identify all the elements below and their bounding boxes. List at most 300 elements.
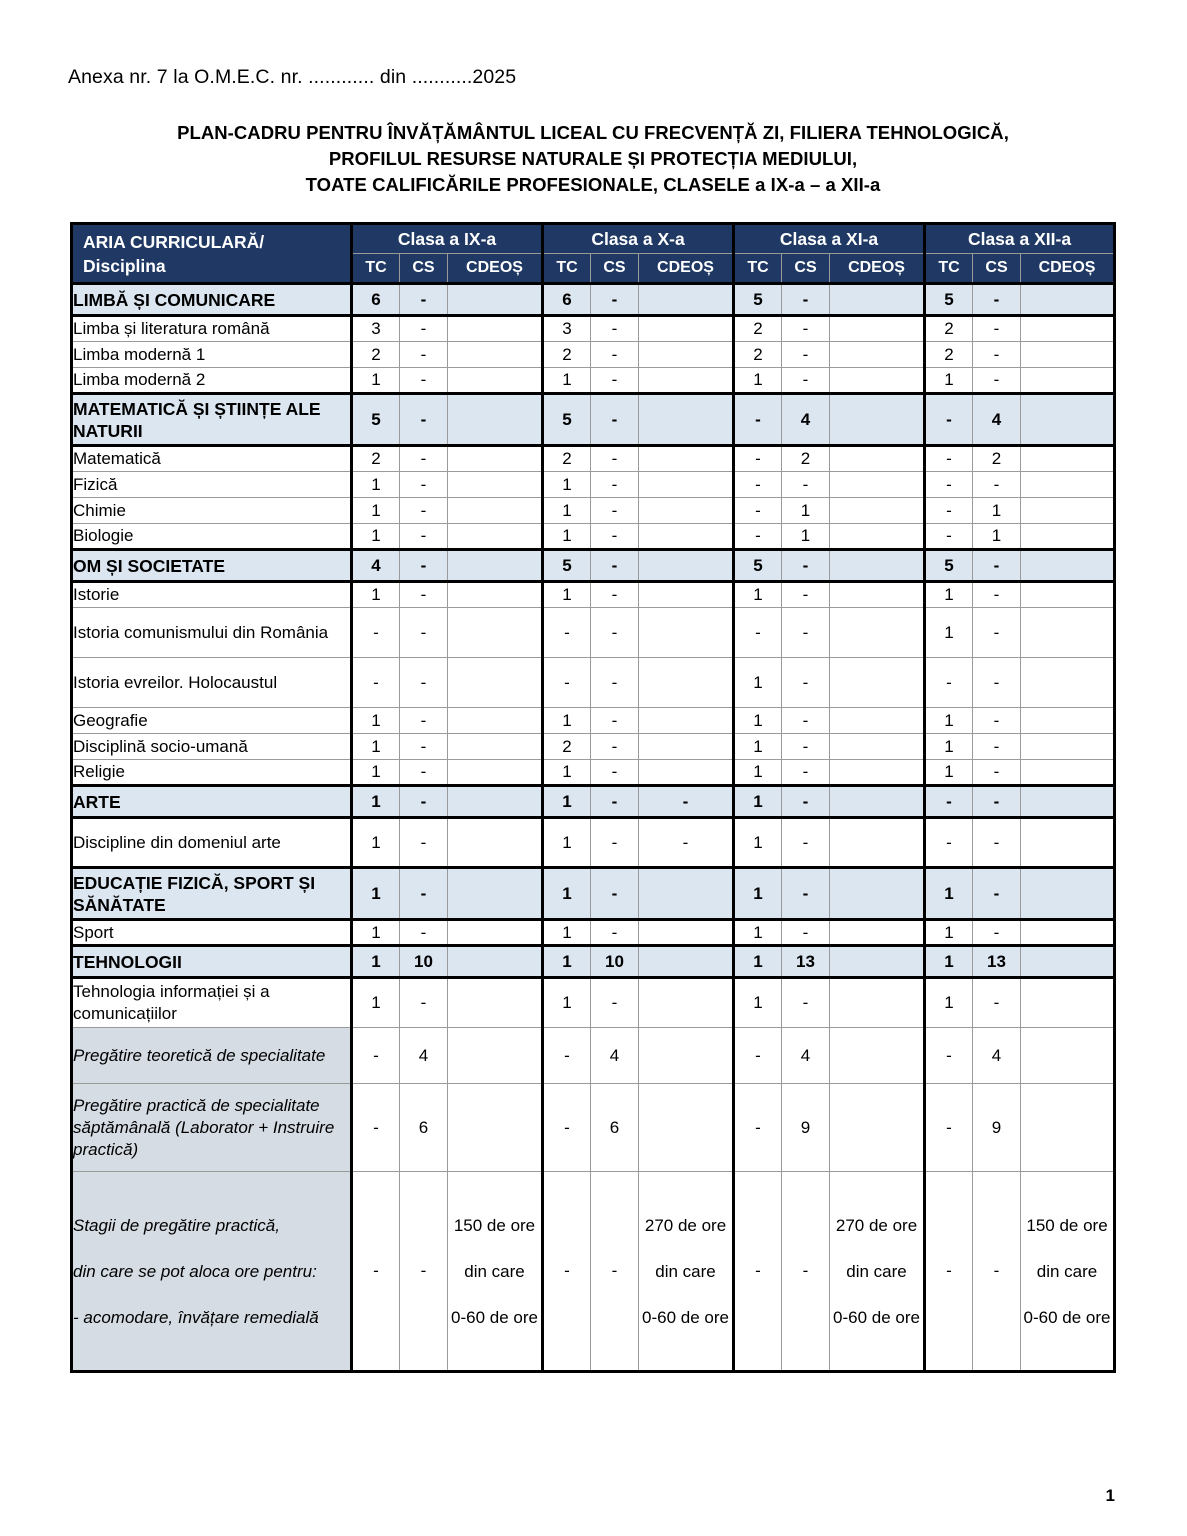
cell-line: 0-60 de ore	[451, 1307, 538, 1327]
cell-cs-class11: -	[782, 868, 830, 920]
discipline-label: Limba modernă 2	[72, 368, 352, 394]
cell-tc-class10: 1	[543, 708, 591, 734]
table-row	[72, 1172, 1115, 1372]
cell-tc-class12: -	[925, 818, 973, 868]
cell-cdeos-class11	[830, 760, 925, 786]
cell-tc-class10: 1	[543, 760, 591, 786]
cell-tc-class10: 5	[543, 550, 591, 582]
cell-tc-class9: 1	[352, 734, 400, 760]
cell-tc-class11: 5	[734, 550, 782, 582]
cell-cdeos-class10	[639, 446, 734, 472]
cell-cdeos-class10	[639, 658, 734, 708]
table-row-area	[72, 946, 1115, 978]
cell-cdeos-class9	[448, 658, 543, 708]
header-cs-11: CS	[782, 254, 830, 284]
cell-tc-class9: -	[352, 658, 400, 708]
cell-tc-class12: -	[925, 472, 973, 498]
cell-tc-class9: -	[352, 1172, 400, 1372]
label-line: - acomodare, învățare remedială	[73, 1307, 319, 1327]
label-line: din care se pot aloca ore pentru:	[73, 1261, 317, 1281]
cell-cs-class12: -	[973, 818, 1021, 868]
cell-cs-class10: -	[591, 1172, 639, 1372]
cell-cdeos-class9	[448, 394, 543, 446]
cell-cs-class10: -	[591, 394, 639, 446]
cell-cs-class11: -	[782, 582, 830, 608]
cell-cs-class9: -	[400, 472, 448, 498]
cell-cdeos-class12	[1021, 1172, 1115, 1372]
cell-line: din care	[655, 1261, 716, 1281]
title-line-2: PROFILUL RESURSE NATURALE ȘI PROTECȚIA MEDIULUI,	[328, 148, 858, 169]
cell-cdeos-class12	[1021, 316, 1115, 342]
header-row-classes	[72, 224, 1115, 254]
table-row	[72, 608, 1115, 658]
cell-tc-class10: 2	[543, 734, 591, 760]
cell-cs-class9: -	[400, 582, 448, 608]
table-header	[72, 224, 1115, 284]
header-tc-12: TC	[925, 254, 973, 284]
cell-tc-class11: -	[734, 394, 782, 446]
cell-line	[1021, 1283, 1113, 1306]
cell-cdeos-class9	[448, 608, 543, 658]
table-row	[72, 708, 1115, 734]
table-row	[72, 316, 1115, 342]
cell-cdeos-class12	[1021, 524, 1115, 550]
cell-cs-class9: 10	[400, 946, 448, 978]
cell-cs-class9: -	[400, 394, 448, 446]
cell-tc-class12: -	[925, 1028, 973, 1084]
cell-cs-class9: -	[400, 708, 448, 734]
table-row	[72, 658, 1115, 708]
cell-tc-class10: -	[543, 1172, 591, 1372]
cell-tc-class12: 1	[925, 582, 973, 608]
discipline-label: Chimie	[72, 498, 352, 524]
table-row	[72, 472, 1115, 498]
discipline-label: Biologie	[72, 524, 352, 550]
title-line-1: PLAN-CADRU PENTRU ÎNVĂȚĂMÂNTUL LICEAL CU FRECVENȚĂ ZI, FILIERA TEHNOLOGICĂ,	[177, 122, 1009, 143]
table-body	[72, 284, 1115, 1372]
cell-cdeos-class10	[639, 582, 734, 608]
cell-cdeos-class11	[830, 472, 925, 498]
cell-tc-class11: 1	[734, 368, 782, 394]
cell-tc-class11: 1	[734, 582, 782, 608]
cell-cs-class9: -	[400, 608, 448, 658]
cell-cs-class9: -	[400, 734, 448, 760]
cell-cdeos-class10	[639, 498, 734, 524]
cell-tc-class9: 1	[352, 946, 400, 978]
cell-cdeos-class12	[1021, 394, 1115, 446]
cell-cs-class12: -	[973, 608, 1021, 658]
table-row-area	[72, 550, 1115, 582]
cell-cs-class11: -	[782, 608, 830, 658]
cell-cs-class12: -	[973, 1172, 1021, 1372]
cell-cdeos-class12	[1021, 284, 1115, 316]
cell-cdeos-class12	[1021, 1084, 1115, 1172]
cell-cdeos-class9	[448, 582, 543, 608]
cell-cs-class11: 9	[782, 1084, 830, 1172]
cell-tc-class9: 2	[352, 342, 400, 368]
discipline-label: Tehnologia informației și a comunicațiilor	[72, 978, 352, 1028]
cell-line: 150 de ore	[1026, 1215, 1108, 1235]
cell-cdeos-class10	[639, 1084, 734, 1172]
cell-cdeos-class11	[830, 342, 925, 368]
cell-cs-class10: -	[591, 868, 639, 920]
cell-tc-class9: 1	[352, 472, 400, 498]
cell-tc-class10: -	[543, 1028, 591, 1084]
area-label: MATEMATICĂ ȘI ȘTIINȚE ALE NATURII	[72, 394, 352, 446]
cell-tc-class11: -	[734, 1028, 782, 1084]
cell-tc-class12: -	[925, 658, 973, 708]
cell-cdeos-class9	[448, 760, 543, 786]
header-class-10: Clasa a X-a	[543, 224, 734, 254]
cell-cs-class11: 2	[782, 446, 830, 472]
cell-cdeos-class11	[830, 946, 925, 978]
cell-cdeos-class10	[639, 734, 734, 760]
cell-cs-class9: -	[400, 786, 448, 818]
cell-cdeos-class12	[1021, 708, 1115, 734]
cell-cs-class9: 6	[400, 1084, 448, 1172]
cell-cdeos-class12	[1021, 868, 1115, 920]
table-row	[72, 818, 1115, 868]
cell-cs-class11: 13	[782, 946, 830, 978]
table-row-area	[72, 394, 1115, 446]
cell-cdeos-class11	[830, 498, 925, 524]
cell-tc-class10: -	[543, 658, 591, 708]
cell-cs-class11: -	[782, 1172, 830, 1372]
cell-cdeos-class11	[830, 550, 925, 582]
cell-tc-class9: 1	[352, 582, 400, 608]
cell-cs-class12: -	[973, 734, 1021, 760]
discipline-label: Sport	[72, 920, 352, 946]
cell-cdeos-class11	[830, 920, 925, 946]
cell-cs-class9: 4	[400, 1028, 448, 1084]
header-cdeos-9: CDEOȘ	[448, 254, 543, 284]
cell-cs-class9: -	[400, 446, 448, 472]
discipline-label: Istoria evreilor. Holocaustul	[72, 658, 352, 708]
table-row	[72, 524, 1115, 550]
cell-tc-class9: 6	[352, 284, 400, 316]
cell-tc-class12: -	[925, 524, 973, 550]
cell-cs-class12: 9	[973, 1084, 1021, 1172]
table-row-area	[72, 284, 1115, 316]
cell-tc-class11: -	[734, 472, 782, 498]
cell-cdeos-class12	[1021, 472, 1115, 498]
cell-cdeos-class12	[1021, 368, 1115, 394]
cell-cs-class11: -	[782, 920, 830, 946]
cell-tc-class11: -	[734, 1172, 782, 1372]
cell-tc-class11: 1	[734, 708, 782, 734]
cell-cdeos-class11	[830, 818, 925, 868]
cell-tc-class11: -	[734, 1084, 782, 1172]
header-class-9: Clasa a IX-a	[352, 224, 543, 254]
header-tc-10: TC	[543, 254, 591, 284]
cell-tc-class11: 1	[734, 946, 782, 978]
cell-cs-class9: -	[400, 868, 448, 920]
cell-cdeos-class9	[448, 946, 543, 978]
table-row	[72, 978, 1115, 1028]
cell-tc-class9: -	[352, 1028, 400, 1084]
cell-cdeos-class10	[639, 316, 734, 342]
cell-cdeos-class12	[1021, 342, 1115, 368]
cell-cs-class9: -	[400, 368, 448, 394]
cell-cs-class9: -	[400, 920, 448, 946]
cell-tc-class11: -	[734, 498, 782, 524]
cell-cs-class10: -	[591, 284, 639, 316]
cell-tc-class11: 1	[734, 760, 782, 786]
cell-tc-class10: 3	[543, 316, 591, 342]
cell-tc-class11: 1	[734, 868, 782, 920]
label-line	[73, 1283, 350, 1306]
cell-cs-class9: -	[400, 818, 448, 868]
cell-tc-class12: 1	[925, 946, 973, 978]
cell-cs-class12: -	[973, 786, 1021, 818]
cell-cdeos-class9	[448, 498, 543, 524]
cell-tc-class10: 1	[543, 582, 591, 608]
cell-cdeos-class12	[1021, 582, 1115, 608]
discipline-label: Discipline din domeniul arte	[72, 818, 352, 868]
cell-cs-class10: -	[591, 920, 639, 946]
header-class-12: Clasa a XII-a	[925, 224, 1115, 254]
cell-tc-class10: 5	[543, 394, 591, 446]
cell-line	[830, 1237, 923, 1260]
cell-cdeos-class9	[448, 524, 543, 550]
cell-cs-class12: 2	[973, 446, 1021, 472]
cell-tc-class12: 1	[925, 608, 973, 658]
cell-cdeos-class9	[448, 1172, 543, 1372]
cell-tc-class11: -	[734, 446, 782, 472]
cell-cdeos-class11	[830, 868, 925, 920]
cell-tc-class10: 1	[543, 472, 591, 498]
cell-cs-class11: -	[782, 550, 830, 582]
cell-cs-class12: 4	[973, 1028, 1021, 1084]
cell-tc-class10: 1	[543, 978, 591, 1028]
table-row-area	[72, 786, 1115, 818]
cell-line: din care	[1036, 1261, 1098, 1281]
discipline-label: Disciplină socio-umană	[72, 734, 352, 760]
table-row	[72, 446, 1115, 472]
cell-tc-class9: 1	[352, 708, 400, 734]
cell-cs-class12: -	[973, 284, 1021, 316]
header-area-line2: Disciplina	[83, 255, 166, 276]
area-label: ARTE	[72, 786, 352, 818]
cell-cs-class11: 4	[782, 394, 830, 446]
cell-cs-class10: -	[591, 760, 639, 786]
cell-cdeos-class10: -	[639, 818, 734, 868]
cell-tc-class12: 1	[925, 868, 973, 920]
cell-cdeos-class11	[830, 786, 925, 818]
cell-cdeos-class11	[830, 734, 925, 760]
cell-cs-class9: -	[400, 658, 448, 708]
cell-cs-class11: -	[782, 472, 830, 498]
cell-cdeos-class9	[448, 550, 543, 582]
cell-cs-class12: 1	[973, 498, 1021, 524]
cell-line: din care	[464, 1261, 525, 1281]
cell-tc-class12: 5	[925, 550, 973, 582]
cell-cdeos-class10	[639, 342, 734, 368]
annex-reference: Anexa nr. 7 la O.M.E.C. nr. ............ din ...........2025	[68, 66, 517, 88]
cell-line: 0-60 de ore	[833, 1307, 920, 1327]
cell-cs-class12: -	[973, 708, 1021, 734]
header-cdeos-10: CDEOȘ	[639, 254, 734, 284]
cell-tc-class12: -	[925, 446, 973, 472]
table-row	[72, 760, 1115, 786]
cell-tc-class12: -	[925, 1172, 973, 1372]
cell-cs-class10: -	[591, 608, 639, 658]
cell-cs-class11: -	[782, 342, 830, 368]
discipline-label: Matematică	[72, 446, 352, 472]
cell-cdeos-class12	[1021, 658, 1115, 708]
cell-cs-class10: -	[591, 786, 639, 818]
cell-tc-class11: 1	[734, 818, 782, 868]
table-row	[72, 1084, 1115, 1172]
cell-cdeos-class9	[448, 446, 543, 472]
cell-tc-class10: 1	[543, 498, 591, 524]
cell-cs-class12: -	[973, 760, 1021, 786]
cell-tc-class9: 1	[352, 760, 400, 786]
discipline-label: Pregătire teoretică de specialitate	[72, 1028, 352, 1084]
cell-tc-class12: 1	[925, 760, 973, 786]
cell-cs-class12: 13	[973, 946, 1021, 978]
cell-tc-class9: 1	[352, 498, 400, 524]
cell-cdeos-class9	[448, 734, 543, 760]
cell-tc-class12: 1	[925, 920, 973, 946]
curriculum-plan-table	[70, 222, 1116, 1373]
cell-cdeos-class12	[1021, 786, 1115, 818]
cell-line: 0-60 de ore	[1023, 1307, 1111, 1327]
cell-tc-class11: 1	[734, 786, 782, 818]
header-cs-9: CS	[400, 254, 448, 284]
cell-tc-class10: 1	[543, 786, 591, 818]
cell-cs-class10: -	[591, 582, 639, 608]
cell-cdeos-class9	[448, 818, 543, 868]
cell-cdeos-class11	[830, 524, 925, 550]
cell-cs-class10: 10	[591, 946, 639, 978]
cell-cdeos-class12	[1021, 946, 1115, 978]
cell-tc-class10: 2	[543, 342, 591, 368]
discipline-label	[72, 1172, 352, 1372]
cell-cdeos-class9	[448, 1028, 543, 1084]
cell-cdeos-class12	[1021, 920, 1115, 946]
cell-tc-class10: 2	[543, 446, 591, 472]
label-line: Stagii de pregătire practică,	[73, 1215, 280, 1235]
cell-cdeos-class11	[830, 978, 925, 1028]
cell-tc-class9: 4	[352, 550, 400, 582]
cell-cs-class12: -	[973, 472, 1021, 498]
table-row	[72, 368, 1115, 394]
cell-cs-class9: -	[400, 342, 448, 368]
cell-cs-class10: -	[591, 446, 639, 472]
cell-line	[1021, 1237, 1113, 1260]
header-class-11: Clasa a XI-a	[734, 224, 925, 254]
cell-cs-class10: -	[591, 818, 639, 868]
cell-cs-class11: -	[782, 818, 830, 868]
cell-cs-class11: -	[782, 316, 830, 342]
cell-cdeos-class12	[1021, 446, 1115, 472]
cell-cdeos-class10	[639, 760, 734, 786]
title-line-3: TOATE CALIFICĂRILE PROFESIONALE, CLASELE a IX-a – a XII-a	[305, 174, 881, 195]
area-label: TEHNOLOGII	[72, 946, 352, 978]
page-number: 1	[1105, 1486, 1115, 1505]
table-row	[72, 342, 1115, 368]
cell-cs-class10: -	[591, 550, 639, 582]
cell-tc-class10: 1	[543, 920, 591, 946]
cell-tc-class12: 2	[925, 316, 973, 342]
cell-cs-class9: -	[400, 284, 448, 316]
cell-tc-class9: -	[352, 1084, 400, 1172]
cell-cs-class10: -	[591, 498, 639, 524]
cell-tc-class10: 1	[543, 524, 591, 550]
cell-cs-class11: 1	[782, 524, 830, 550]
cell-tc-class12: -	[925, 1084, 973, 1172]
cell-cs-class12: -	[973, 868, 1021, 920]
cell-line: 270 de ore	[644, 1215, 727, 1235]
cell-tc-class9: 1	[352, 368, 400, 394]
cell-cdeos-class9	[448, 1084, 543, 1172]
table-row	[72, 498, 1115, 524]
cell-tc-class9: 1	[352, 920, 400, 946]
cell-cs-class9: -	[400, 498, 448, 524]
cell-tc-class11: -	[734, 524, 782, 550]
cell-cs-class11: 4	[782, 1028, 830, 1084]
area-label: LIMBĂ ȘI COMUNICARE	[72, 284, 352, 316]
cell-cdeos-class12	[1021, 760, 1115, 786]
cell-cdeos-class10	[639, 284, 734, 316]
cell-cdeos-class10	[639, 1172, 734, 1372]
cell-cs-class9: -	[400, 316, 448, 342]
label-line	[73, 1237, 350, 1260]
cell-tc-class11: -	[734, 608, 782, 658]
cell-tc-class10: 1	[543, 368, 591, 394]
cell-cs-class12: -	[973, 582, 1021, 608]
cell-cs-class12: 4	[973, 394, 1021, 446]
table-row	[72, 920, 1115, 946]
cell-cs-class11: -	[782, 786, 830, 818]
cell-tc-class9: 1	[352, 868, 400, 920]
cell-cdeos-class10	[639, 920, 734, 946]
cell-line: 0-60 de ore	[642, 1307, 729, 1327]
discipline-label: Limba modernă 1	[72, 342, 352, 368]
cell-tc-class10: -	[543, 608, 591, 658]
discipline-label: Religie	[72, 760, 352, 786]
cell-cs-class12: -	[973, 658, 1021, 708]
header-cs-12: CS	[973, 254, 1021, 284]
cell-line: 150 de ore	[453, 1215, 536, 1235]
cell-cdeos-class11	[830, 284, 925, 316]
cell-cdeos-class10	[639, 946, 734, 978]
cell-tc-class11: 1	[734, 920, 782, 946]
cell-cdeos-class10	[639, 472, 734, 498]
cell-tc-class12: -	[925, 498, 973, 524]
cell-tc-class10: 1	[543, 946, 591, 978]
cell-cs-class10: -	[591, 342, 639, 368]
cell-cdeos-class9	[448, 920, 543, 946]
cell-cs-class11: -	[782, 760, 830, 786]
discipline-label: Pregătire practică de specialitate săptămânală (Laborator + Instruire practică)	[72, 1084, 352, 1172]
cell-cdeos-class10	[639, 608, 734, 658]
cell-tc-class9: 2	[352, 446, 400, 472]
cell-line	[448, 1237, 541, 1260]
cell-cdeos-class11	[830, 658, 925, 708]
cell-cdeos-class10	[639, 868, 734, 920]
cell-cdeos-class11	[830, 446, 925, 472]
cell-tc-class12: 1	[925, 978, 973, 1028]
cell-cs-class11: -	[782, 708, 830, 734]
cell-tc-class12: -	[925, 786, 973, 818]
cell-cdeos-class10	[639, 550, 734, 582]
header-cdeos-11: CDEOȘ	[830, 254, 925, 284]
cell-cs-class10: -	[591, 368, 639, 394]
cell-cs-class10: 6	[591, 1084, 639, 1172]
cell-tc-class11: 1	[734, 658, 782, 708]
